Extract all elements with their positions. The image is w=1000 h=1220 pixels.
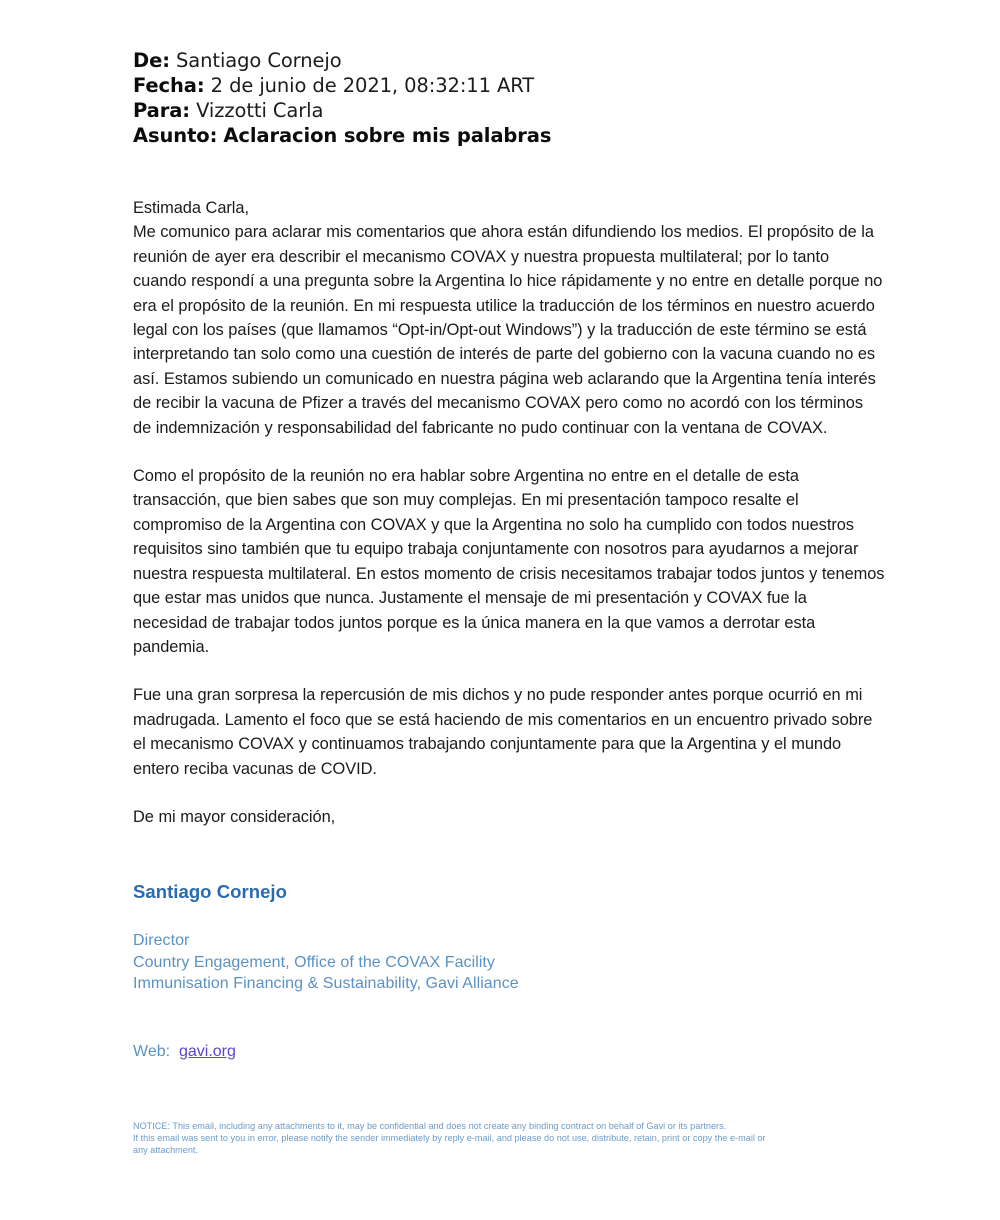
closing-line: De mi mayor consideración, [133, 807, 336, 826]
notice-line-1: NOTICE: This email, including any attachments to it, may be confidential and does not create any binding contract on behalf of Gavi or its partners. [133, 1121, 727, 1131]
signature-title-line-1: Director [133, 932, 190, 949]
notice-line-2: If this email was sent to you in error, please notify the sender immediately by reply e-mail, and please do not use, distribute, retain, print or copy the e-mail or [133, 1133, 766, 1144]
signature-block [133, 880, 753, 1062]
body-paragraph-2: Como el propósito de la reunión no era hablar sobre Argentina no entre en el detalle de esta transacción, que bien sabes que son muy complejas. En mi presentación tampoco resalte el compromiso de la Argentina con COVAX y que la Argentina no solo ha cumplido con todos nuestros requisitos sino también que tu equipo trabaja conjuntamente con nosotros para ayudarnos a mejorar nuestra respuesta multilateral. En estos momento de crisis necesitamos trabajar todos juntos y tenemos que estar mas unidos que nunca. Justamente el mensaje de mi presentación y COVAX fue la necesidad de trabajar todos juntos porque es la única manera en la que vamos a derrotar esta pandemia. [133, 467, 885, 656]
notice-line-3: any attachment. [133, 1145, 199, 1156]
signature-title-line-2: Country Engagement, Office of the COVAX Facility [133, 953, 495, 971]
gavi-org-link[interactable]: gavi.org [178, 1042, 236, 1060]
date-label: Fecha: [133, 74, 205, 97]
legal-notice [133, 1120, 873, 1157]
header-row-from [133, 48, 893, 73]
email-header [133, 48, 893, 148]
signature-web-row [133, 1041, 753, 1062]
email-body [133, 196, 885, 829]
greeting-line: Estimada Carla, [133, 199, 249, 217]
from-value: Santiago Cornejo [176, 49, 342, 72]
signature-titles [133, 930, 753, 995]
to-value: Vizzotti Carla [196, 99, 324, 122]
subject-label: Asunto: [133, 124, 218, 147]
to-label: Para: [133, 99, 191, 122]
body-paragraph-3: Fue una gran sorpresa la repercusión de mis dichos y no pude responder antes porque ocurrió en mi madrugada. Lamento el foco que se está haciendo de mis comentarios en un encuentro privado sobre el mecanismo COVAX y continuamos trabajando conjuntamente para que la Argentina y el mundo entero reciba vacunas de COVID. [133, 686, 873, 778]
from-label: De: [133, 49, 170, 72]
date-value: 2 de junio de 2021, 08:32:11 ART [210, 74, 535, 97]
signature-name: Santiago Cornejo [133, 881, 287, 902]
header-row-to [133, 98, 893, 123]
body-paragraph-1: Me comunico para aclarar mis comentarios que ahora están difundiendo los medios. El propósito de la reunión de ayer era describir el mecanismo COVAX y nuestra propuesta multilateral; por lo tanto cuando respondí a una pregunta sobre la Argentina lo hice rápidamente y no entre en detalle porque no era el propósito de la reunión. En mi respuesta utilice la traducción de los términos en nuestro acuerdo legal con los países (que llamamos “Opt-in/Opt-out Windows”) y la traducción de este término se está interpretando tan solo como una cuestión de interés de parte del gobierno con la vacuna cuando no es así. Estamos subiendo un comunicado en nuestra página web aclarando que la Argentina tenía interés de recibir la vacuna de Pfizer a través del mecanismo COVAX pero como no acordó con los términos de indemnización y responsabilidad del fabricante no pudo continuar con la ventana de COVAX. [133, 223, 883, 437]
header-row-date [133, 73, 893, 98]
header-row-subject [133, 123, 893, 148]
web-label: Web: [133, 1042, 171, 1060]
signature-title-line-3: Immunisation Financing & Sustainability, Gavi Alliance [133, 975, 519, 992]
subject-value: Aclaracion sobre mis palabras [223, 124, 552, 147]
